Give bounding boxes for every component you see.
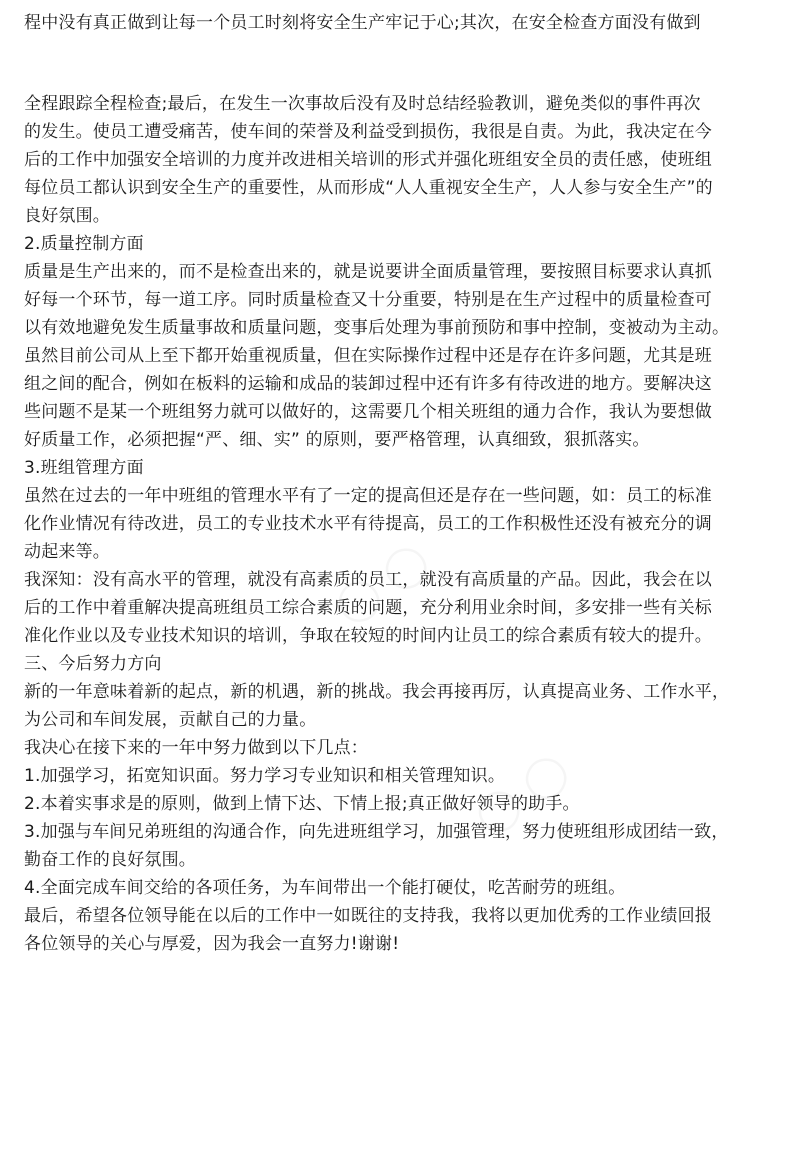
text-line: 虽然在过去的一年中班组的管理水平有了一定的提高但还是存在一些问题，如：员工的标准 (24, 486, 712, 506)
list-item: 1.加强学习，拓宽知识面。努力学习专业知识和相关管理知识。 (24, 766, 506, 786)
list-item: 4.全面完成车间交给的各项任务，为车间带出一个能打硬仗，吃苦耐劳的班组。 (24, 878, 626, 898)
text-line: 为公司和车间发展，贡献自己的力量。 (24, 710, 317, 730)
text-line: 化作业情况有待改进，员工的专业技术水平有待提高，员工的工作积极性还没有被充分的调 (24, 514, 712, 534)
text-line: 后的工作中着重解决提高班组员工综合素质的问题，充分利用业余时间，多安排一些有关标 (24, 598, 712, 618)
text-line: 的发生。使员工遭受痛苦，使车间的荣誉及利益受到损伤，我很是自责。为此，我决定在今 (24, 122, 712, 142)
text-line: 程中没有真正做到让每一个员工时刻将安全生产牢记于心;其次，在安全检查方面没有做到 (24, 13, 701, 33)
text-line: 组之间的配合，例如在板料的运输和成品的装卸过程中还有许多有待改进的地方。要解决这 (24, 374, 712, 394)
text-line: 我决心在接下来的一年中努力做到以下几点： (24, 738, 368, 758)
list-item: 2.本着实事求是的原则，做到上情下达、下情上报;真正做好领导的助手。 (24, 794, 580, 814)
text-line: 勤奋工作的良好氛围。 (24, 850, 196, 870)
text-line: 全程跟踪全程检查;最后，在发生一次事故后没有及时总结经验教训，避免类似的事件再次 (24, 94, 701, 114)
text-line: 动起来等。 (24, 542, 110, 562)
list-item: 3.加强与车间兄弟班组的沟通合作，向先进班组学习，加强管理，努力使班组形成团结一致， (24, 822, 729, 842)
section-heading: 3.班组管理方面 (24, 458, 144, 478)
section-heading: 三、今后努力方向 (24, 654, 162, 674)
text-line: 最后，希望各位领导能在以后的工作中一如既往的支持我，我将以更加优秀的工作业绩回报 (24, 906, 712, 926)
text-line: 良好氛围。 (24, 206, 110, 226)
text-line: 质量是生产出来的，而不是检查出来的，就是说要讲全面质量管理，要按照目标要求认真抓 (24, 262, 712, 282)
text-line: 些问题不是某一个班组努力就可以做好的，这需要几个相关班组的通力合作，我认为要想做 (24, 402, 712, 422)
text-line: 后的工作中加强安全培训的力度并改进相关培训的形式并强化班组安全员的责任感，使班组 (24, 150, 712, 170)
text-line: 以有效地避免发生质量事故和质量问题，变事后处理为事前预防和事中控制，变被动为主动。 (24, 318, 730, 338)
text-line: 各位领导的关心与厚爱，因为我会一直努力!谢谢! (24, 934, 400, 954)
text-line: 好每一个环节，每一道工序。同时质量检查又十分重要，特别是在生产过程中的质量检查可 (24, 290, 712, 310)
text-line: 每位员工都认识到安全生产的重要性，从而形成“人人重视安全生产，人人参与安全生产”的 (24, 178, 713, 198)
text-line: 好质量工作，必须把握“严、细、实” 的原则，要严格管理，认真细致，狠抓落实。 (24, 430, 650, 450)
section-heading: 2.质量控制方面 (24, 234, 144, 254)
text-line: 我深知：没有高水平的管理，就没有高素质的员工，就没有高质量的产品。因此，我会在以 (24, 570, 712, 590)
text-line: 虽然目前公司从上至下都开始重视质量，但在实际操作过程中还是存在许多问题，尤其是班 (24, 346, 712, 366)
text-line: 新的一年意味着新的起点，新的机遇，新的挑战。我会再接再厉，认真提高业务、工作水平， (24, 682, 730, 702)
text-line: 准化作业以及专业技术知识的培训，争取在较短的时间内让员工的综合素质有较大的提升。 (24, 626, 712, 646)
